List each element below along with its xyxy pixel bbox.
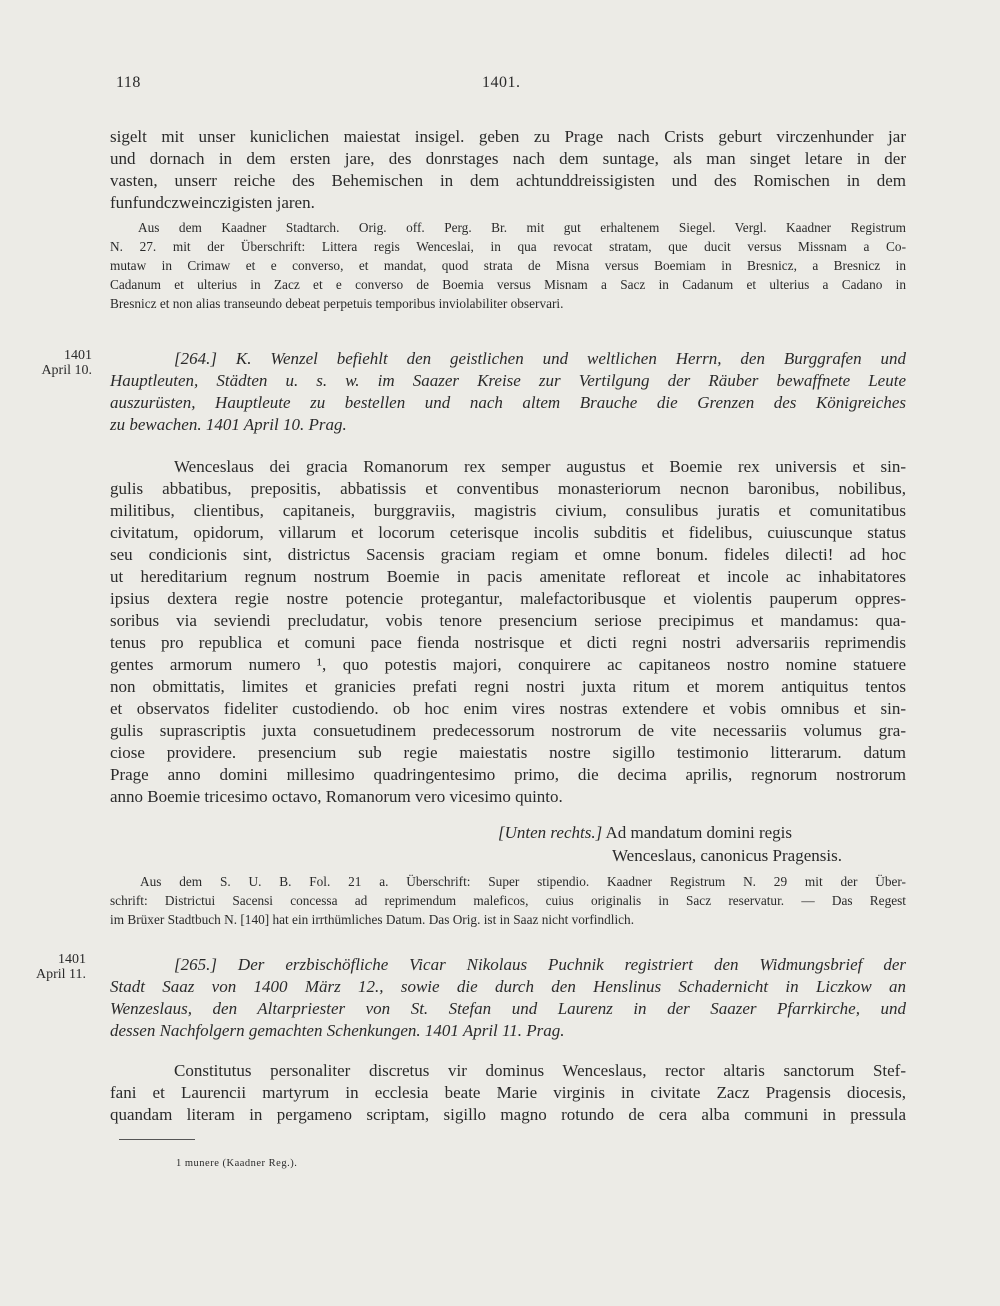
text-line: sigelt mit unser kuniclichen maiestat insigel. geben zu Prage nach Crists geburt virczenhunder jar bbox=[110, 127, 906, 146]
text-line: funfundczweinczigisten jaren. bbox=[110, 193, 315, 212]
body-line: Wenceslaus dei gracia Romanorum rex semper augustus et Boemie rex universis et sin- bbox=[174, 457, 906, 476]
footnote: 1 munere (Kaadner Reg.). bbox=[176, 1158, 298, 1169]
signature-line-1 bbox=[498, 822, 792, 844]
margin-year: 1401 bbox=[58, 952, 86, 967]
signature-position-note: [Unten rechts.] bbox=[498, 823, 603, 842]
heading-line: Hauptleuten, Städten u. s. w. im Saazer Kreise zur Vertilgung der Räuber bewaffnete Leute bbox=[110, 371, 906, 390]
body-line: gentes armorum numero ¹, quo potestis majori, conquirere ac capitaneos nostro nomine statuere bbox=[110, 655, 906, 674]
body-line: anno Boemie tricesimo octavo, Romanorum vero vicesimo quinto. bbox=[110, 787, 563, 806]
body-line: Constitutus personaliter discretus vir dominus Wenceslaus, rector altaris sanctorum Stef- bbox=[174, 1061, 906, 1080]
note-line: mutaw in Crimaw et e converso, et mandat, quod strata de Misna versus Boemiam in Bresnicz, a Bresnicz in bbox=[110, 258, 906, 273]
note-line: Aus dem S. U. B. Fol. 21 a. Überschrift: Super stipendio. Kaadner Registrum N. 29 mit der Über- bbox=[140, 874, 906, 889]
heading-line: [265.] Der erzbischöfliche Vicar Nikolaus Puchnik registriert den Widmungsbrief der bbox=[174, 955, 906, 974]
note-line: schrift: Districtui Sacensi concessa ad reprimendum maleficos, cuius originalis in Sacz reservatur. — Das Regest bbox=[110, 893, 906, 908]
heading-265 bbox=[110, 954, 906, 1042]
heading-264 bbox=[110, 348, 906, 436]
note-line: N. 27. mit der Überschrift: Littera regis Wenceslai, in qua revocat stratam, que ducit versus Missnam a Co- bbox=[110, 239, 906, 254]
body-line: fani et Laurencii martyrum in ecclesia beate Marie virginis in civitate Zacz Pragensis diocesis, bbox=[110, 1083, 906, 1102]
body-line: ciose providere. presencium sub regie maiestatis nostre sigillo testimonio litterarum. datum bbox=[110, 743, 906, 762]
note-line: Bresnicz et non alias transeundo debeat perpetuis temporibus inviolabiliter observari. bbox=[110, 296, 564, 311]
body-265 bbox=[110, 1060, 906, 1126]
body-line: gulis abbatibus, prepositis, abbatissis et conventibus monasteriorum necnon baronibus, nobilibus, bbox=[110, 479, 906, 498]
body-line: ut hereditarium regnum nostrum Boemie in pacis amenitate refloreat et incole ac inhabitatores bbox=[110, 567, 906, 586]
body-line: et observatos fideliter custodiendo. ob hoc enim vires nostras extendere et vobis omnibus et sin- bbox=[110, 699, 906, 718]
heading-line: dessen Nachfolgern gemachten Schenkungen. 1401 April 11. Prag. bbox=[110, 1021, 565, 1040]
text-line: vasten, unserr reiche des Behemischen in dem achtunddreissigisten und des Romischen in dem bbox=[110, 171, 906, 190]
body-264 bbox=[110, 456, 906, 808]
footnote-divider bbox=[119, 1139, 195, 1140]
margin-date-264 bbox=[28, 348, 92, 378]
body-line: Prage anno domini millesimo quadringentesimo primo, die decima aprilis, regnorum nostrorum bbox=[110, 765, 906, 784]
body-line: civitatum, opidorum, villarum et locorum ceterisque incolis subditis et fidelibus, cuiuscunque status bbox=[110, 523, 906, 542]
body-line: ipsius dextera regie nostre potencie protegantur, malefactoribusque et violentis pauperum oppres- bbox=[110, 589, 906, 608]
note-line: Aus dem Kaadner Stadtarch. Orig. off. Perg. Br. mit gut erhaltenem Siegel. Vergl. Kaadner Registrum bbox=[138, 220, 906, 235]
heading-line: [264.] K. Wenzel befiehlt den geistlichen und weltlichen Herrn, den Burggrafen und bbox=[174, 349, 906, 368]
signature-line-2: Wenceslaus, canonicus Pragensis. bbox=[612, 846, 842, 865]
page-number: 118 bbox=[116, 74, 141, 91]
body-line: non obmittatis, limites et granicies prefati regni nostri juxta ritum et morem antiquitus tentos bbox=[110, 677, 906, 696]
body-line: soribus via seviendi precludatur, vobis tenore presencium seriose precipimus et mandamus: qua- bbox=[110, 611, 906, 630]
continuation-text bbox=[110, 126, 906, 214]
margin-day: April 10. bbox=[41, 363, 92, 378]
body-line: gulis suprascriptis juxta consuetudinem predecessorum nostrorum de vite necessariis volumus gra- bbox=[110, 721, 906, 740]
body-line: seu condicionis sint, districtus Sacensis graciam regiam et omne bonum. fideles dilecti! ad hoc bbox=[110, 545, 906, 564]
signature-mandate: Ad mandatum domini regis bbox=[605, 823, 793, 842]
source-note-1 bbox=[110, 218, 906, 313]
heading-line: zu bewachen. 1401 April 10. Prag. bbox=[110, 415, 347, 434]
running-header-year: 1401. bbox=[482, 74, 521, 91]
heading-line: Stadt Saaz von 1400 März 12., sowie die durch den Henslinus Schadernicht in Liczkow an bbox=[110, 977, 906, 996]
text-line: und dornach in dem ersten jare, des donrstages nach dem suntage, als man singet letare in der bbox=[110, 149, 906, 168]
body-line: tenus pro republica et comuni pace fienda nostrisque et dicti regni nostri adversariis reprimendis bbox=[110, 633, 906, 652]
source-note-264 bbox=[110, 872, 906, 929]
heading-line: Wenzeslaus, den Altarpriester von St. Stefan und Laurenz in der Saazer Pfarrkirche, und bbox=[110, 999, 906, 1018]
note-line: Cadanum et ulterius in Zacz et e converso de Boemia versus Misnam a Sacz in Cadanum et ulterius a Cadano in bbox=[110, 277, 906, 292]
body-line: militibus, clientibus, capitaneis, burggraviis, magistris civium, consulibus juratis et comunitatibus bbox=[110, 501, 906, 520]
margin-day: April 11. bbox=[35, 967, 86, 982]
margin-date-265 bbox=[22, 952, 86, 982]
heading-line: auszurüsten, Hauptleute zu bestellen und nach altem Brauche die Grenzen des Königreiches bbox=[110, 393, 906, 412]
margin-year: 1401 bbox=[64, 348, 92, 363]
body-line: quandam literam in pergameno scriptam, sigillo magno rotundo de cera alba communi in pressula bbox=[110, 1105, 906, 1124]
note-line: im Brüxer Stadtbuch N. [140] hat ein irrthümliches Datum. Das Orig. ist in Saaz nicht vorfindlich. bbox=[110, 912, 635, 927]
